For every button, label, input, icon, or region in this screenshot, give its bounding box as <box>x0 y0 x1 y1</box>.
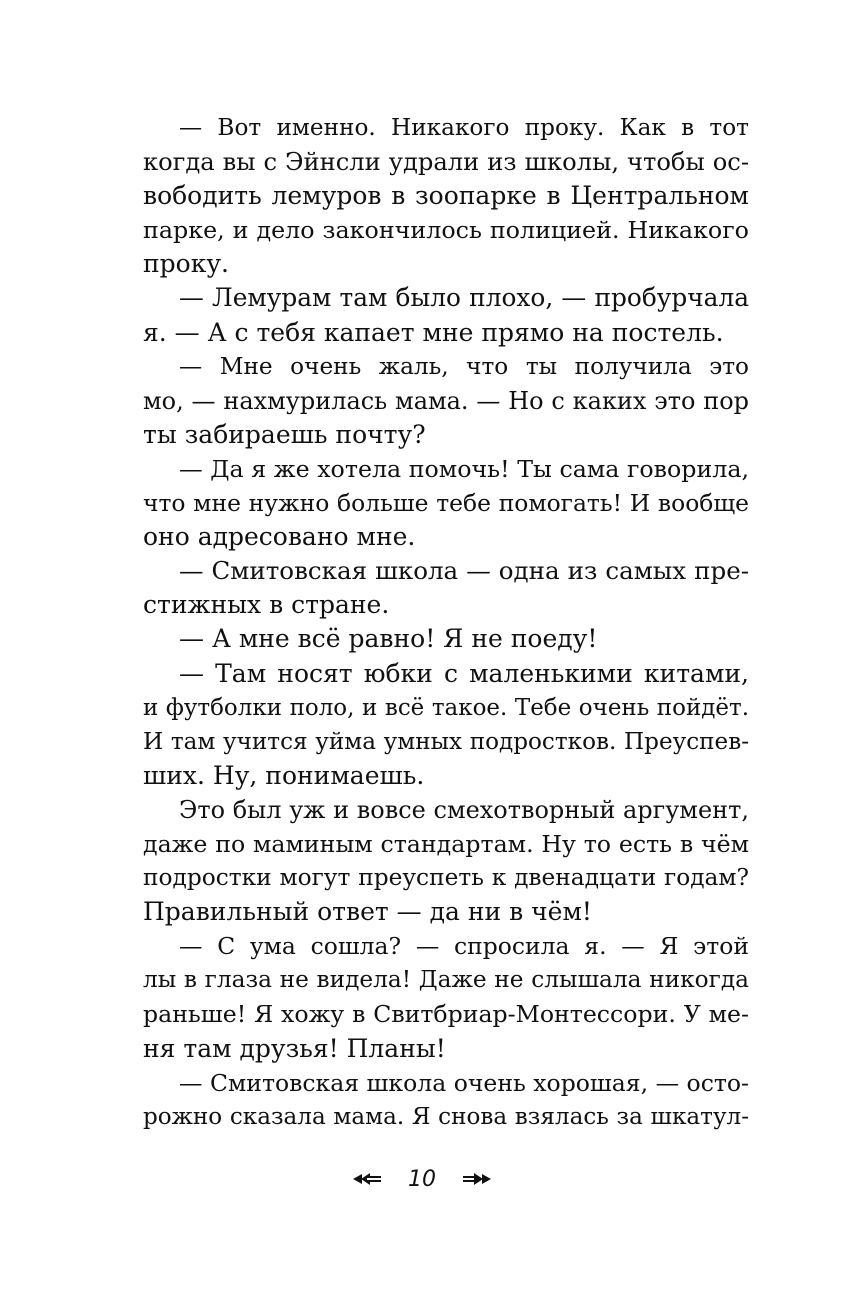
text-line: — А мне всё равно! Я не поеду! <box>179 624 598 654</box>
page-number: 10 <box>408 1167 436 1192</box>
text-line: — Смитовская школа — одна из самых пре- <box>179 556 749 586</box>
text-line: — Да я же хотела помочь! Ты сама говорила, <box>179 454 749 483</box>
text-line: даже по маминым стандартам. Ну то есть в чём <box>143 829 749 858</box>
text-line: подростки могут преуспеть к двенадцати годам? <box>143 864 749 892</box>
text-line: — Лемурам там было плохо, — пробурчала <box>179 283 749 313</box>
page-footer <box>0 1165 844 1195</box>
text-line: Это был уж и вовсе смехотворный аргумент, <box>179 795 749 824</box>
body-text <box>143 111 749 1134</box>
text-line: ших. Ну, понимаешь. <box>143 760 425 790</box>
text-line: — Там носят юбки с маленькими китами, <box>179 658 749 688</box>
double-arrow-right-icon <box>461 1165 491 1195</box>
text-line: лы в глаза не видела! Даже не слышала никогда <box>143 966 749 994</box>
text-line: и футболки поло, и всё такое. Тебе очень пойдёт. <box>143 694 749 721</box>
text-line: ня там друзья! Планы! <box>143 1033 446 1063</box>
text-line: я. — А с тебя капает мне прямо на постель. <box>143 317 724 347</box>
text-line: ты забираешь почту? <box>143 419 426 449</box>
text-line: — Вот именно. Никакого проку. Как в тот <box>179 115 749 141</box>
text-line: оно адресовано мне. <box>143 522 416 552</box>
text-line: — С ума сошла? — спросила я. — Я этой <box>179 932 749 961</box>
text-line: — Мне очень жаль, что ты получила это <box>179 352 749 380</box>
text-line: вободить лемуров в зоопарке в Центральном <box>143 181 749 211</box>
text-line: парке, и дело закончилось полицией. Никакого <box>143 216 749 245</box>
text-line: И там учится уйма умных подростков. Преуспев- <box>143 728 749 755</box>
double-arrow-left-icon <box>353 1165 383 1195</box>
text-line: рожно сказала мама. Я снова взялась за шкатул- <box>143 1103 749 1130</box>
text-line: раньше! Я хожу в Свитбриар-Монтессори. У ме- <box>143 1000 749 1029</box>
text-line: что мне нужно больше тебе помогать! И вообще <box>143 489 749 518</box>
text-line: Правильный ответ — да ни в чём! <box>143 897 592 927</box>
text-line: мо, — нахмурилась мама. — Но с каких это пор <box>143 386 749 415</box>
text-line: стижных в стране. <box>143 590 390 620</box>
text-line: — Смитовская школа очень хорошая, — осто- <box>179 1068 749 1097</box>
text-line: когда вы с Эйнсли удрали из школы, чтобы ос- <box>143 148 749 177</box>
text-line: проку. <box>143 249 229 279</box>
